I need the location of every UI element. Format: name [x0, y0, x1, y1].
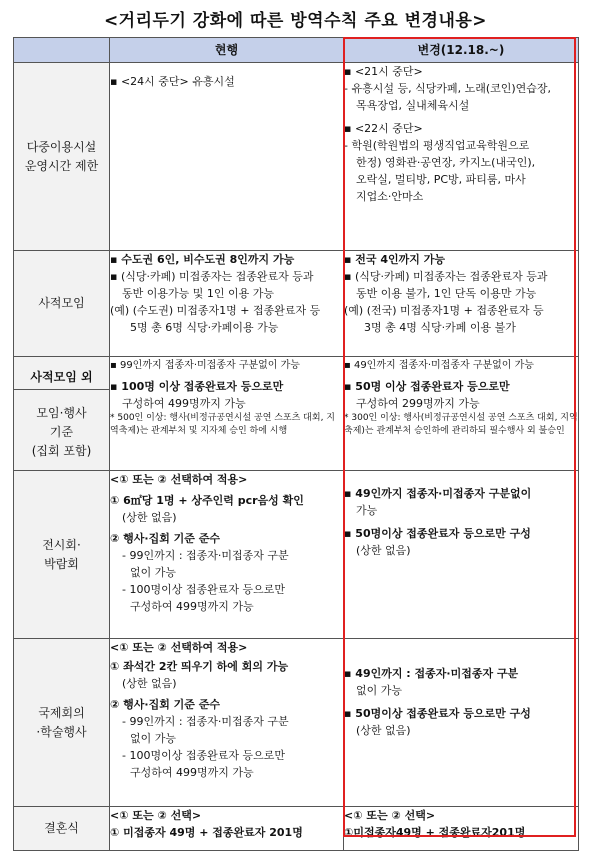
page-title: <거리두기 강화에 따른 방역수칙 주요 변경내용> — [103, 11, 488, 31]
table-row — [14, 471, 579, 639]
private-changed: ▪ 전국 4인까지 가능 ▪ (식당·카페) 미접종자는 접종완료자 등과 동반 이용 불가, 1인 단독 이용만 가능 (예) (전국) 미접종자1명 + 접종완료자 등 3명 총 4명 식당·카페 이용 불가 — [344, 251, 579, 357]
table-row — [14, 251, 579, 357]
exhibition-changed: ▪ 49인까지 접종자·미접종자 구분없이 가능 ▪ 50명이상 접종완료자 등으로만 구성 (상한 없음) — [344, 471, 579, 639]
row-label-private: 사적모임 — [14, 251, 110, 357]
private-current: ▪ 수도권 6인, 비수도권 8인까지 가능 ▪ (식당·카페) 미접종자는 접종완료자 등과 동반 이용가능 및 1인 이용 가능 (예) (수도권) 미접종자1명 + 접종완료자 등 5명 총 6명 식당·카페이용 가능 — [110, 251, 344, 357]
exhibition-current: <① 또는 ② 선택하여 적용> ① 6㎡당 1명 + 상주인력 pcr음성 확인 (상한 없음) ② 행사·집회 기준 준수 - 99인까지 : 접종자·미접종자 구분 없이 가능 - 100명이상 접종완료자 등으로만 구성하여 499명까지 가능 — [110, 471, 344, 639]
row-label-gathering: 사적모임 외 모임·행사 기준 (집회 포함) — [14, 357, 110, 471]
comparison-table — [13, 37, 579, 851]
current-header: 현행 — [110, 38, 344, 63]
wedding-current: <① 또는 ② 선택> ① 미접종자 49명 + 접종완료자 201명 — [110, 807, 344, 851]
table-row — [14, 807, 579, 851]
row-label-wedding: 결혼식 — [14, 807, 110, 851]
gathering-current: ▪ 99인까지 접종자·미접종자 구분없이 가능 ▪ 100명 이상 접종완료자 등으로만 구성하여 499명까지 가능 * 500인 이상: 행사(비정규공연시설 공연 스포츠 대회, 지역축제)는 관계부처 및 지자체 승인 하에 시행 — [110, 357, 344, 471]
conference-current: <① 또는 ② 선택하여 적용> ① 좌석간 2칸 띄우기 하에 회의 가능 (상한 없음) ② 행사·집회 기준 준수 - 99인까지 : 접종자·미접종자 구분 없이 가능 - 100명이상 접종완료자 등으로만 구성하여 499명까지 가능 — [110, 639, 344, 807]
conference-changed: ▪ 49인까지 : 접종자·미접종자 구분 없이 가능 ▪ 50명이상 접종완료자 등으로만 구성 (상한 없음) — [344, 639, 579, 807]
corner-cell — [14, 38, 110, 63]
row-label-conference: 국제회의 ·학술행사 — [14, 639, 110, 807]
gathering-changed: ▪ 49인까지 접종자·미접종자 구분없이 가능 ▪ 50명 이상 접종완료자 등으로만 구성하여 299명까지 가능 * 300인 이상: 행사(비정규공연시설 공연 스포츠 대회, 지역축제)는 관계부처 승인하에 관리하되 필수행사 외 불승인 — [344, 357, 579, 471]
table-row — [14, 63, 579, 251]
changed-header: 변경(12.18.~) — [344, 38, 579, 63]
table-row — [14, 357, 579, 471]
table-row — [14, 639, 579, 807]
operating-changed: ▪ <21시 중단> - 유흥시설 등, 식당카페, 노래(코인)연습장, 목욕장업, 실내체육시설 ▪ <22시 중단> - 학원(학원법의 평생직업교육학원으로 한정) 영화관·공연장, 카지노(내국인), 오락실, 멀티방, PC방, 파티룸, 마사 지업소·안마소 — [344, 63, 579, 251]
operating-current: ▪ <24시 중단> 유흥시설 — [110, 63, 344, 251]
row-label-exhibition: 전시회· 박람회 — [14, 471, 110, 639]
row-label-operating: 다중이용시설 운영시간 제한 — [14, 63, 110, 251]
wedding-changed: <① 또는 ② 선택> ①미접종자49명 + 접종완료자201명 — [344, 807, 579, 851]
header-row — [14, 38, 579, 63]
